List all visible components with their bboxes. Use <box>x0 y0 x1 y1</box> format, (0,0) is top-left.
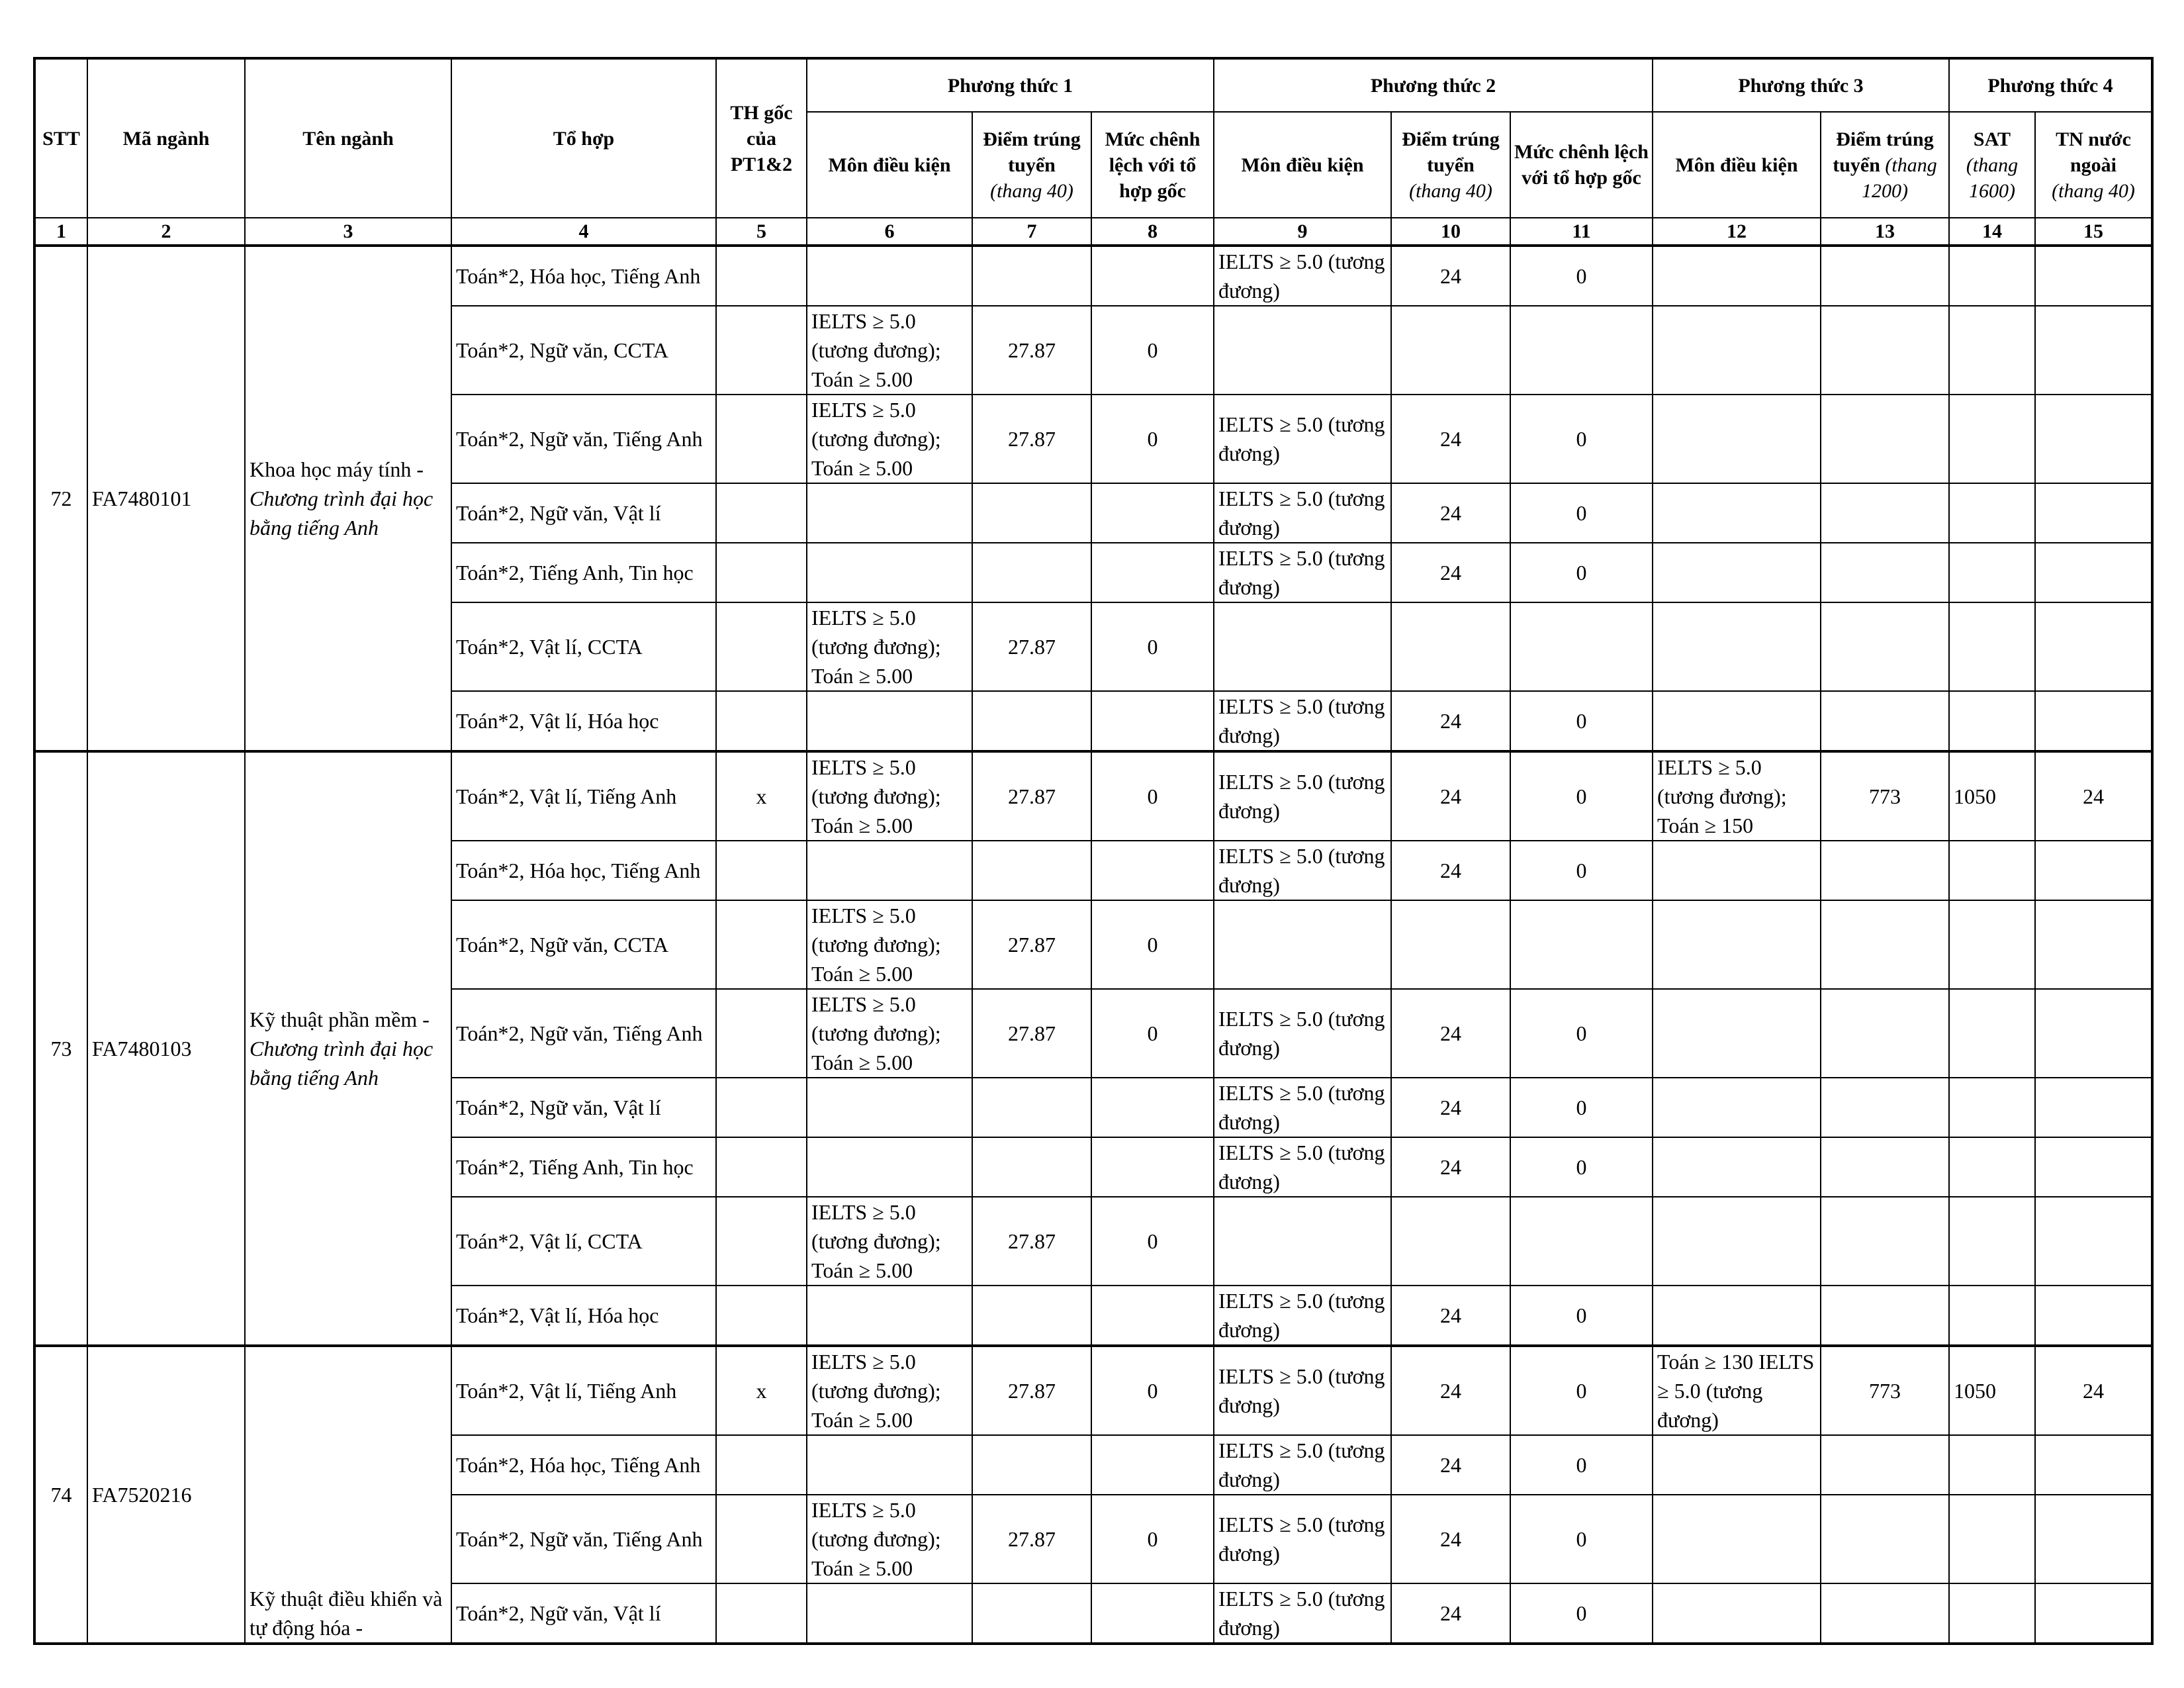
column-number: 14 <box>1949 218 2035 246</box>
th-goc-cell <box>716 543 807 602</box>
tn-score-cell <box>2035 1137 2152 1197</box>
pt2-condition-cell: IELTS ≥ 5.0 (tương đương) <box>1214 751 1391 841</box>
tn-score-cell <box>2035 1197 2152 1286</box>
pt3-score-cell <box>1821 246 1949 306</box>
table-header <box>34 58 2152 246</box>
table-row <box>34 1346 2152 1435</box>
pt3-score-cell: 773 <box>1821 1346 1949 1435</box>
pt3-score-cell <box>1821 1583 1949 1644</box>
combination-cell: Toán*2, Hóa học, Tiếng Anh <box>451 1435 716 1495</box>
pt1-score-cell: 27.87 <box>972 1346 1091 1435</box>
pt2-condition-cell <box>1214 1197 1391 1286</box>
column-number: 6 <box>807 218 972 246</box>
header-th-goc: TH gốc của PT1&2 <box>716 58 807 218</box>
column-number-row <box>34 218 2152 246</box>
header-pt2-scale: (thang 40) <box>1409 179 1492 202</box>
pt1-condition-cell <box>807 1078 972 1137</box>
sat-score-cell: 1050 <box>1949 751 2035 841</box>
pt2-difference-cell: 0 <box>1510 751 1653 841</box>
pt2-condition-cell <box>1214 306 1391 395</box>
pt2-difference-cell: 0 <box>1510 691 1653 751</box>
sat-score-cell <box>1949 1495 2035 1583</box>
header-sat-label: SAT <box>1973 128 2011 150</box>
pt1-difference-cell <box>1091 841 1214 900</box>
pt1-condition-cell <box>807 246 972 306</box>
pt1-difference-cell: 0 <box>1091 602 1214 691</box>
pt1-score-cell <box>972 1078 1091 1137</box>
tn-score-cell: 24 <box>2035 1346 2152 1435</box>
pt3-condition-cell <box>1653 543 1821 602</box>
pt1-difference-cell: 0 <box>1091 1346 1214 1435</box>
pt2-score-cell: 24 <box>1391 1137 1510 1197</box>
pt1-condition-cell <box>807 691 972 751</box>
pt1-difference-cell: 0 <box>1091 989 1214 1078</box>
th-goc-cell <box>716 1078 807 1137</box>
pt1-condition-cell <box>807 841 972 900</box>
pt3-score-cell <box>1821 306 1949 395</box>
pt2-score-cell <box>1391 306 1510 395</box>
major-name-cell <box>245 1346 451 1644</box>
pt3-condition-cell <box>1653 1137 1821 1197</box>
pt1-score-cell: 27.87 <box>972 1197 1091 1286</box>
pt3-condition-cell <box>1653 1078 1821 1137</box>
combination-cell: Toán*2, Ngữ văn, Vật lí <box>451 483 716 543</box>
column-number: 5 <box>716 218 807 246</box>
major-code-cell: FA7480101 <box>87 246 245 751</box>
pt1-difference-cell: 0 <box>1091 306 1214 395</box>
stt-cell: 74 <box>34 1346 87 1644</box>
pt2-difference-cell: 0 <box>1510 1346 1653 1435</box>
tn-score-cell <box>2035 246 2152 306</box>
header-pt1-chenh-lech: Mức chênh lệch với tổ hợp gốc <box>1091 112 1214 218</box>
pt2-difference-cell <box>1510 306 1653 395</box>
pt2-score-cell: 24 <box>1391 395 1510 483</box>
combination-cell: Toán*2, Tiếng Anh, Tin học <box>451 1137 716 1197</box>
th-goc-cell <box>716 1583 807 1644</box>
sat-score-cell <box>1949 1137 2035 1197</box>
sat-score-cell <box>1949 841 2035 900</box>
pt2-difference-cell: 0 <box>1510 483 1653 543</box>
pt1-condition-cell: IELTS ≥ 5.0 (tương đương); Toán ≥ 5.00 <box>807 751 972 841</box>
tn-score-cell <box>2035 691 2152 751</box>
pt1-condition-cell: IELTS ≥ 5.0 (tương đương); Toán ≥ 5.00 <box>807 900 972 989</box>
table-row <box>34 751 2152 841</box>
pt1-condition-cell: IELTS ≥ 5.0 (tương đương); Toán ≥ 5.00 <box>807 395 972 483</box>
column-number: 9 <box>1214 218 1391 246</box>
pt1-score-cell: 27.87 <box>972 900 1091 989</box>
pt2-condition-cell: IELTS ≥ 5.0 (tương đương) <box>1214 989 1391 1078</box>
pt2-score-cell: 24 <box>1391 246 1510 306</box>
pt1-condition-cell <box>807 1137 972 1197</box>
th-goc-cell <box>716 1197 807 1286</box>
combination-cell: Toán*2, Vật lí, Hóa học <box>451 691 716 751</box>
pt2-score-cell: 24 <box>1391 691 1510 751</box>
pt2-condition-cell: IELTS ≥ 5.0 (tương đương) <box>1214 1435 1391 1495</box>
combination-cell: Toán*2, Ngữ văn, Vật lí <box>451 1583 716 1644</box>
header-sat-scale: (thang 1600) <box>1966 154 2019 202</box>
pt3-condition-cell <box>1653 1286 1821 1346</box>
pt2-difference-cell: 0 <box>1510 1495 1653 1583</box>
pt3-score-cell <box>1821 483 1949 543</box>
pt3-condition-cell <box>1653 1495 1821 1583</box>
th-goc-cell <box>716 691 807 751</box>
pt1-difference-cell <box>1091 691 1214 751</box>
combination-cell: Toán*2, Vật lí, Tiếng Anh <box>451 1346 716 1435</box>
pt2-score-cell: 24 <box>1391 1495 1510 1583</box>
combination-cell: Toán*2, Ngữ văn, CCTA <box>451 900 716 989</box>
column-number: 8 <box>1091 218 1214 246</box>
pt2-condition-cell: IELTS ≥ 5.0 (tương đương) <box>1214 1346 1391 1435</box>
pt3-condition-cell <box>1653 395 1821 483</box>
pt3-condition-cell <box>1653 306 1821 395</box>
header-pt2-diem-label: Điểm trúng tuyển <box>1402 128 1500 176</box>
pt1-score-cell <box>972 1435 1091 1495</box>
pt3-score-cell <box>1821 1137 1949 1197</box>
pt1-difference-cell: 0 <box>1091 1495 1214 1583</box>
pt3-score-cell <box>1821 1286 1949 1346</box>
column-number: 11 <box>1510 218 1653 246</box>
pt2-difference-cell <box>1510 900 1653 989</box>
header-sat <box>1949 112 2035 218</box>
pt1-score-cell: 27.87 <box>972 989 1091 1078</box>
pt2-condition-cell: IELTS ≥ 5.0 (tương đương) <box>1214 1495 1391 1583</box>
pt3-score-cell <box>1821 395 1949 483</box>
table-row <box>34 246 2152 306</box>
pt2-difference-cell: 0 <box>1510 989 1653 1078</box>
pt1-condition-cell: IELTS ≥ 5.0 (tương đương); Toán ≥ 5.00 <box>807 1495 972 1583</box>
column-number: 12 <box>1653 218 1821 246</box>
sat-score-cell <box>1949 900 2035 989</box>
pt1-score-cell: 27.87 <box>972 306 1091 395</box>
th-goc-cell <box>716 900 807 989</box>
pt2-difference-cell <box>1510 602 1653 691</box>
pt2-condition-cell <box>1214 602 1391 691</box>
major-code-cell: FA7480103 <box>87 751 245 1346</box>
header-ten-nganh: Tên ngành <box>245 58 451 218</box>
sat-score-cell <box>1949 246 2035 306</box>
pt2-score-cell: 24 <box>1391 841 1510 900</box>
th-goc-cell <box>716 483 807 543</box>
header-phuong-thuc-1: Phương thức 1 <box>807 58 1214 112</box>
major-program-text: Chương trình đại học bằng tiếng Anh <box>250 487 433 539</box>
th-goc-cell <box>716 989 807 1078</box>
header-pt1-mon-dieu-kien: Môn điều kiện <box>807 112 972 218</box>
pt1-difference-cell <box>1091 1435 1214 1495</box>
pt1-score-cell: 27.87 <box>972 602 1091 691</box>
pt2-condition-cell <box>1214 900 1391 989</box>
tn-score-cell <box>2035 1495 2152 1583</box>
pt1-difference-cell <box>1091 1137 1214 1197</box>
header-phuong-thuc-3: Phương thức 3 <box>1653 58 1949 112</box>
table-body <box>34 246 2152 1644</box>
pt1-condition-cell: IELTS ≥ 5.0 (tương đương); Toán ≥ 5.00 <box>807 1346 972 1435</box>
header-pt3-diem-trung-tuyen <box>1821 112 1949 218</box>
pt1-difference-cell <box>1091 543 1214 602</box>
header-tn-scale: (thang 40) <box>2052 179 2135 202</box>
header-pt1-diem-label: Điểm trúng tuyển <box>983 128 1081 176</box>
pt2-score-cell: 24 <box>1391 543 1510 602</box>
sat-score-cell <box>1949 1435 2035 1495</box>
pt3-condition-cell <box>1653 1197 1821 1286</box>
th-goc-cell <box>716 1435 807 1495</box>
combination-cell: Toán*2, Vật lí, CCTA <box>451 1197 716 1286</box>
th-goc-cell: x <box>716 751 807 841</box>
column-number: 7 <box>972 218 1091 246</box>
major-name-text: Khoa học máy tính - <box>250 457 424 481</box>
pt2-difference-cell: 0 <box>1510 543 1653 602</box>
th-goc-cell: x <box>716 1346 807 1435</box>
pt2-score-cell: 24 <box>1391 989 1510 1078</box>
tn-score-cell <box>2035 483 2152 543</box>
pt1-condition-cell: IELTS ≥ 5.0 (tương đương); Toán ≥ 5.00 <box>807 306 972 395</box>
combination-cell: Toán*2, Ngữ văn, Tiếng Anh <box>451 1495 716 1583</box>
header-ma-nganh: Mã ngành <box>87 58 245 218</box>
pt2-condition-cell: IELTS ≥ 5.0 (tương đương) <box>1214 246 1391 306</box>
sat-score-cell <box>1949 306 2035 395</box>
major-name-cell <box>245 246 451 751</box>
pt1-condition-cell <box>807 1583 972 1644</box>
sat-score-cell <box>1949 602 2035 691</box>
pt3-score-cell: 773 <box>1821 751 1949 841</box>
pt1-difference-cell: 0 <box>1091 395 1214 483</box>
sat-score-cell <box>1949 989 2035 1078</box>
pt1-condition-cell <box>807 543 972 602</box>
pt2-difference-cell: 0 <box>1510 841 1653 900</box>
pt1-difference-cell <box>1091 483 1214 543</box>
pt3-score-cell <box>1821 1078 1949 1137</box>
th-goc-cell <box>716 1495 807 1583</box>
th-goc-cell <box>716 602 807 691</box>
pt1-score-cell: 27.87 <box>972 1495 1091 1583</box>
pt2-difference-cell: 0 <box>1510 1137 1653 1197</box>
major-name-text: Kỹ thuật điều khiển và tự động hóa - <box>250 1587 443 1640</box>
combination-cell: Toán*2, Vật lí, Hóa học <box>451 1286 716 1346</box>
pt1-condition-cell: IELTS ≥ 5.0 (tương đương); Toán ≥ 5.00 <box>807 1197 972 1286</box>
tn-score-cell <box>2035 543 2152 602</box>
tn-score-cell <box>2035 841 2152 900</box>
pt3-score-cell <box>1821 841 1949 900</box>
th-goc-cell <box>716 395 807 483</box>
header-tn-nuoc-ngoai <box>2035 112 2152 218</box>
pt3-condition-cell: IELTS ≥ 5.0 (tương đương); Toán ≥ 150 <box>1653 751 1821 841</box>
header-to-hop: Tổ hợp <box>451 58 716 218</box>
pt2-score-cell: 24 <box>1391 1435 1510 1495</box>
pt3-condition-cell <box>1653 989 1821 1078</box>
column-number: 1 <box>34 218 87 246</box>
tn-score-cell <box>2035 602 2152 691</box>
sat-score-cell <box>1949 1286 2035 1346</box>
pt1-difference-cell: 0 <box>1091 900 1214 989</box>
pt3-score-cell <box>1821 1495 1949 1583</box>
combination-cell: Toán*2, Vật lí, Tiếng Anh <box>451 751 716 841</box>
pt1-score-cell <box>972 483 1091 543</box>
pt3-score-cell <box>1821 1435 1949 1495</box>
combination-cell: Toán*2, Tiếng Anh, Tin học <box>451 543 716 602</box>
pt2-condition-cell: IELTS ≥ 5.0 (tương đương) <box>1214 395 1391 483</box>
major-name-cell <box>245 751 451 1346</box>
pt3-condition-cell <box>1653 1435 1821 1495</box>
sat-score-cell: 1050 <box>1949 1346 2035 1435</box>
pt3-condition-cell: Toán ≥ 130 IELTS ≥ 5.0 (tương đương) <box>1653 1346 1821 1435</box>
document-page <box>33 57 2151 1640</box>
column-number: 13 <box>1821 218 1949 246</box>
pt1-score-cell <box>972 1583 1091 1644</box>
tn-score-cell <box>2035 989 2152 1078</box>
column-number: 15 <box>2035 218 2152 246</box>
tn-score-cell <box>2035 900 2152 989</box>
stt-cell: 72 <box>34 246 87 751</box>
header-phuong-thuc-4: Phương thức 4 <box>1949 58 2152 112</box>
sat-score-cell <box>1949 1197 2035 1286</box>
pt1-difference-cell: 0 <box>1091 1197 1214 1286</box>
pt3-condition-cell <box>1653 246 1821 306</box>
pt2-score-cell: 24 <box>1391 751 1510 841</box>
pt2-difference-cell <box>1510 1197 1653 1286</box>
pt1-score-cell: 27.87 <box>972 751 1091 841</box>
combination-cell: Toán*2, Ngữ văn, Tiếng Anh <box>451 395 716 483</box>
pt1-score-cell <box>972 1137 1091 1197</box>
major-name-text: Kỹ thuật phần mềm - <box>250 1008 430 1031</box>
header-pt1-scale: (thang 40) <box>990 179 1073 202</box>
pt1-condition-cell <box>807 1286 972 1346</box>
pt3-score-cell <box>1821 989 1949 1078</box>
sat-score-cell <box>1949 395 2035 483</box>
pt3-condition-cell <box>1653 691 1821 751</box>
stt-cell: 73 <box>34 751 87 1346</box>
pt2-score-cell <box>1391 602 1510 691</box>
column-number: 10 <box>1391 218 1510 246</box>
pt1-score-cell <box>972 1286 1091 1346</box>
pt3-condition-cell <box>1653 602 1821 691</box>
major-program-text: Chương trình đại học bằng tiếng Anh <box>250 1037 433 1090</box>
pt1-condition-cell <box>807 1435 972 1495</box>
sat-score-cell <box>1949 483 2035 543</box>
th-goc-cell <box>716 1286 807 1346</box>
pt1-condition-cell: IELTS ≥ 5.0 (tương đương); Toán ≥ 5.00 <box>807 989 972 1078</box>
pt1-condition-cell <box>807 483 972 543</box>
tn-score-cell <box>2035 1435 2152 1495</box>
header-pt3-scale: (thang 1200) <box>1862 154 1937 202</box>
combination-cell: Toán*2, Hóa học, Tiếng Anh <box>451 246 716 306</box>
pt2-condition-cell: IELTS ≥ 5.0 (tương đương) <box>1214 1583 1391 1644</box>
pt2-condition-cell: IELTS ≥ 5.0 (tương đương) <box>1214 483 1391 543</box>
pt1-score-cell: 27.87 <box>972 395 1091 483</box>
combination-cell: Toán*2, Hóa học, Tiếng Anh <box>451 841 716 900</box>
pt2-condition-cell: IELTS ≥ 5.0 (tương đương) <box>1214 691 1391 751</box>
pt3-condition-cell <box>1653 1583 1821 1644</box>
header-pt2-diem-trung-tuyen <box>1391 112 1510 218</box>
pt2-difference-cell: 0 <box>1510 395 1653 483</box>
th-goc-cell <box>716 841 807 900</box>
pt2-difference-cell: 0 <box>1510 1286 1653 1346</box>
tn-score-cell <box>2035 306 2152 395</box>
combination-cell: Toán*2, Ngữ văn, Vật lí <box>451 1078 716 1137</box>
th-goc-cell <box>716 246 807 306</box>
pt1-difference-cell <box>1091 1286 1214 1346</box>
pt2-condition-cell: IELTS ≥ 5.0 (tương đương) <box>1214 841 1391 900</box>
pt1-score-cell <box>972 543 1091 602</box>
pt2-score-cell <box>1391 1197 1510 1286</box>
header-pt3-diem-label: Điểm trúng tuyển <box>1833 128 1934 176</box>
combination-cell: Toán*2, Vật lí, CCTA <box>451 602 716 691</box>
pt2-condition-cell: IELTS ≥ 5.0 (tương đương) <box>1214 1078 1391 1137</box>
pt1-difference-cell <box>1091 1078 1214 1137</box>
pt3-condition-cell <box>1653 483 1821 543</box>
column-number: 4 <box>451 218 716 246</box>
pt3-condition-cell <box>1653 841 1821 900</box>
header-pt3-mon-dieu-kien: Môn điều kiện <box>1653 112 1821 218</box>
pt2-score-cell: 24 <box>1391 1286 1510 1346</box>
tn-score-cell <box>2035 1583 2152 1644</box>
sat-score-cell <box>1949 1583 2035 1644</box>
pt2-difference-cell: 0 <box>1510 1435 1653 1495</box>
pt2-score-cell: 24 <box>1391 483 1510 543</box>
pt1-difference-cell <box>1091 246 1214 306</box>
pt3-condition-cell <box>1653 900 1821 989</box>
th-goc-cell <box>716 1137 807 1197</box>
pt2-condition-cell: IELTS ≥ 5.0 (tương đương) <box>1214 1286 1391 1346</box>
header-tn-label: TN nước ngoài <box>2056 128 2131 176</box>
pt1-condition-cell: IELTS ≥ 5.0 (tương đương); Toán ≥ 5.00 <box>807 602 972 691</box>
pt1-score-cell <box>972 841 1091 900</box>
header-pt2-mon-dieu-kien: Môn điều kiện <box>1214 112 1391 218</box>
pt2-difference-cell: 0 <box>1510 1078 1653 1137</box>
pt2-score-cell: 24 <box>1391 1583 1510 1644</box>
header-pt2-chenh-lech: Mức chênh lệch với tổ hợp gốc <box>1510 112 1653 218</box>
sat-score-cell <box>1949 543 2035 602</box>
pt2-condition-cell: IELTS ≥ 5.0 (tương đương) <box>1214 1137 1391 1197</box>
pt3-score-cell <box>1821 900 1949 989</box>
pt1-difference-cell <box>1091 1583 1214 1644</box>
combination-cell: Toán*2, Ngữ văn, Tiếng Anh <box>451 989 716 1078</box>
pt2-score-cell <box>1391 900 1510 989</box>
pt1-score-cell <box>972 691 1091 751</box>
tn-score-cell <box>2035 1078 2152 1137</box>
combination-cell: Toán*2, Ngữ văn, CCTA <box>451 306 716 395</box>
pt3-score-cell <box>1821 691 1949 751</box>
sat-score-cell <box>1949 1078 2035 1137</box>
th-goc-cell <box>716 306 807 395</box>
tn-score-cell <box>2035 1286 2152 1346</box>
pt2-condition-cell: IELTS ≥ 5.0 (tương đương) <box>1214 543 1391 602</box>
major-code-cell: FA7520216 <box>87 1346 245 1644</box>
pt2-score-cell: 24 <box>1391 1346 1510 1435</box>
tn-score-cell <box>2035 395 2152 483</box>
pt2-difference-cell: 0 <box>1510 1583 1653 1644</box>
admission-score-table <box>33 57 2154 1645</box>
pt3-score-cell <box>1821 602 1949 691</box>
sat-score-cell <box>1949 691 2035 751</box>
header-stt: STT <box>34 58 87 218</box>
pt2-difference-cell: 0 <box>1510 246 1653 306</box>
header-phuong-thuc-2: Phương thức 2 <box>1214 58 1653 112</box>
column-number: 3 <box>245 218 451 246</box>
header-pt1-diem-trung-tuyen <box>972 112 1091 218</box>
pt1-difference-cell: 0 <box>1091 751 1214 841</box>
tn-score-cell: 24 <box>2035 751 2152 841</box>
pt3-score-cell <box>1821 1197 1949 1286</box>
column-number: 2 <box>87 218 245 246</box>
pt2-score-cell: 24 <box>1391 1078 1510 1137</box>
pt3-score-cell <box>1821 543 1949 602</box>
pt1-score-cell <box>972 246 1091 306</box>
